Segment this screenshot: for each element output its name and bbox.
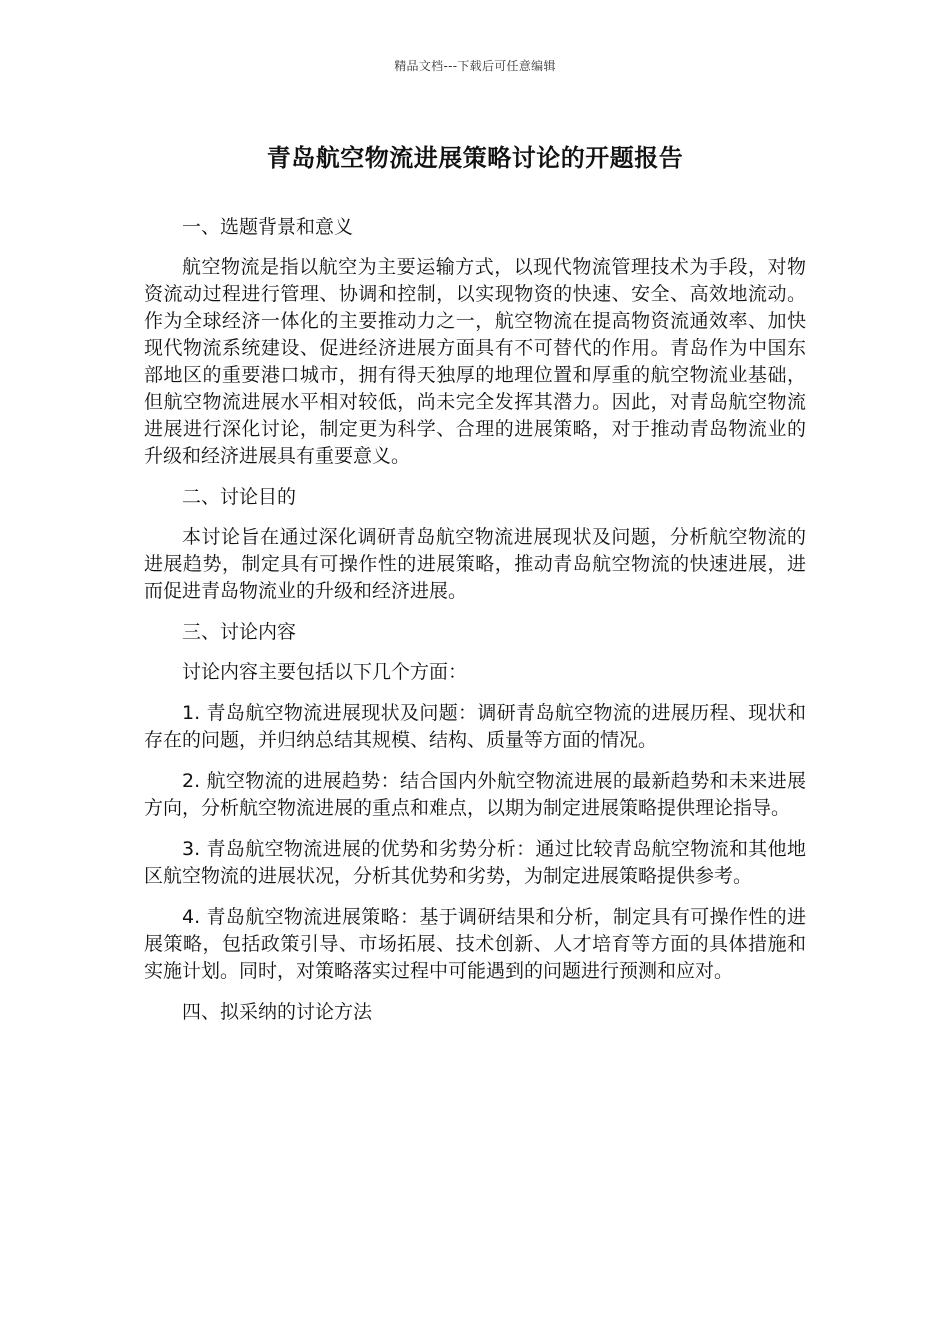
paragraph: 航空物流是指以航空为主要运输方式，以现代物流管理技术为手段，对物资流动过程进行管理、协调和控制，以实现物资的快速、安全、高效地流动。作为全球经济一体化的主要推动力之一，航空物流在提高物资流通效率、加快现代物流系统建设、促进经济进展方面具有不可替代的作用。青岛作为中国东部地区的重要港口城市，拥有得天独厚的地理位置和厚重的航空物流业基础，但航空物流进展水平相对较低，尚未完全发挥其潜力。因此，对青岛航空物流进展进行深化讨论，制定更为科学、合理的进展策略，对于推动青岛物流业的升级和经济进展具有重要意义。 [144,256,806,467]
list-item: 2. 航空物流的进展趋势：结合国内外航空物流进展的最新趋势和未来进展方向，分析航空物流进展的重点和难点，以期为制定进展策略提供理论指导。 [144,770,806,819]
section-heading: 一、选题背景和意义 [182,216,354,238]
list-item: 3. 青岛航空物流进展的优势和劣势分析：通过比较青岛航空物流和其他地区航空物流的进展状况，分析其优势和劣势，为制定进展策略提供参考。 [144,838,806,887]
paragraph: 本讨论旨在通过深化调研青岛航空物流进展现状及问题，分析航空物流的进展趋势，制定具有可操作性的进展策略，推动青岛航空物流的快速进展，进而促进青岛物流业的升级和经济进展。 [144,526,806,602]
paragraph: 讨论内容主要包括以下几个方面： [182,661,468,683]
list-item: 4. 青岛航空物流进展策略：基于调研结果和分析，制定具有可操作性的进展策略，包括政策引导、市场拓展、技术创新、人才培育等方面的具体措施和实施计划。同时，对策略落实过程中可能遇到的问题进行预测和应对。 [144,906,806,982]
section-heading: 二、讨论目的 [182,486,297,508]
document-title: 青岛航空物流进展策略讨论的开题报告 [266,144,684,172]
header-watermark: 精品文档---下载后可任意编辑 [394,59,556,73]
document-body [144,214,806,1039]
section-heading: 三、讨论内容 [182,621,297,643]
section-heading: 四、拟采纳的讨论方法 [182,1001,373,1023]
list-item: 1. 青岛航空物流进展现状及问题：调研青岛航空物流的进展历程、现状和存在的问题，并归纳总结其规模、结构、质量等方面的情况。 [144,702,806,751]
